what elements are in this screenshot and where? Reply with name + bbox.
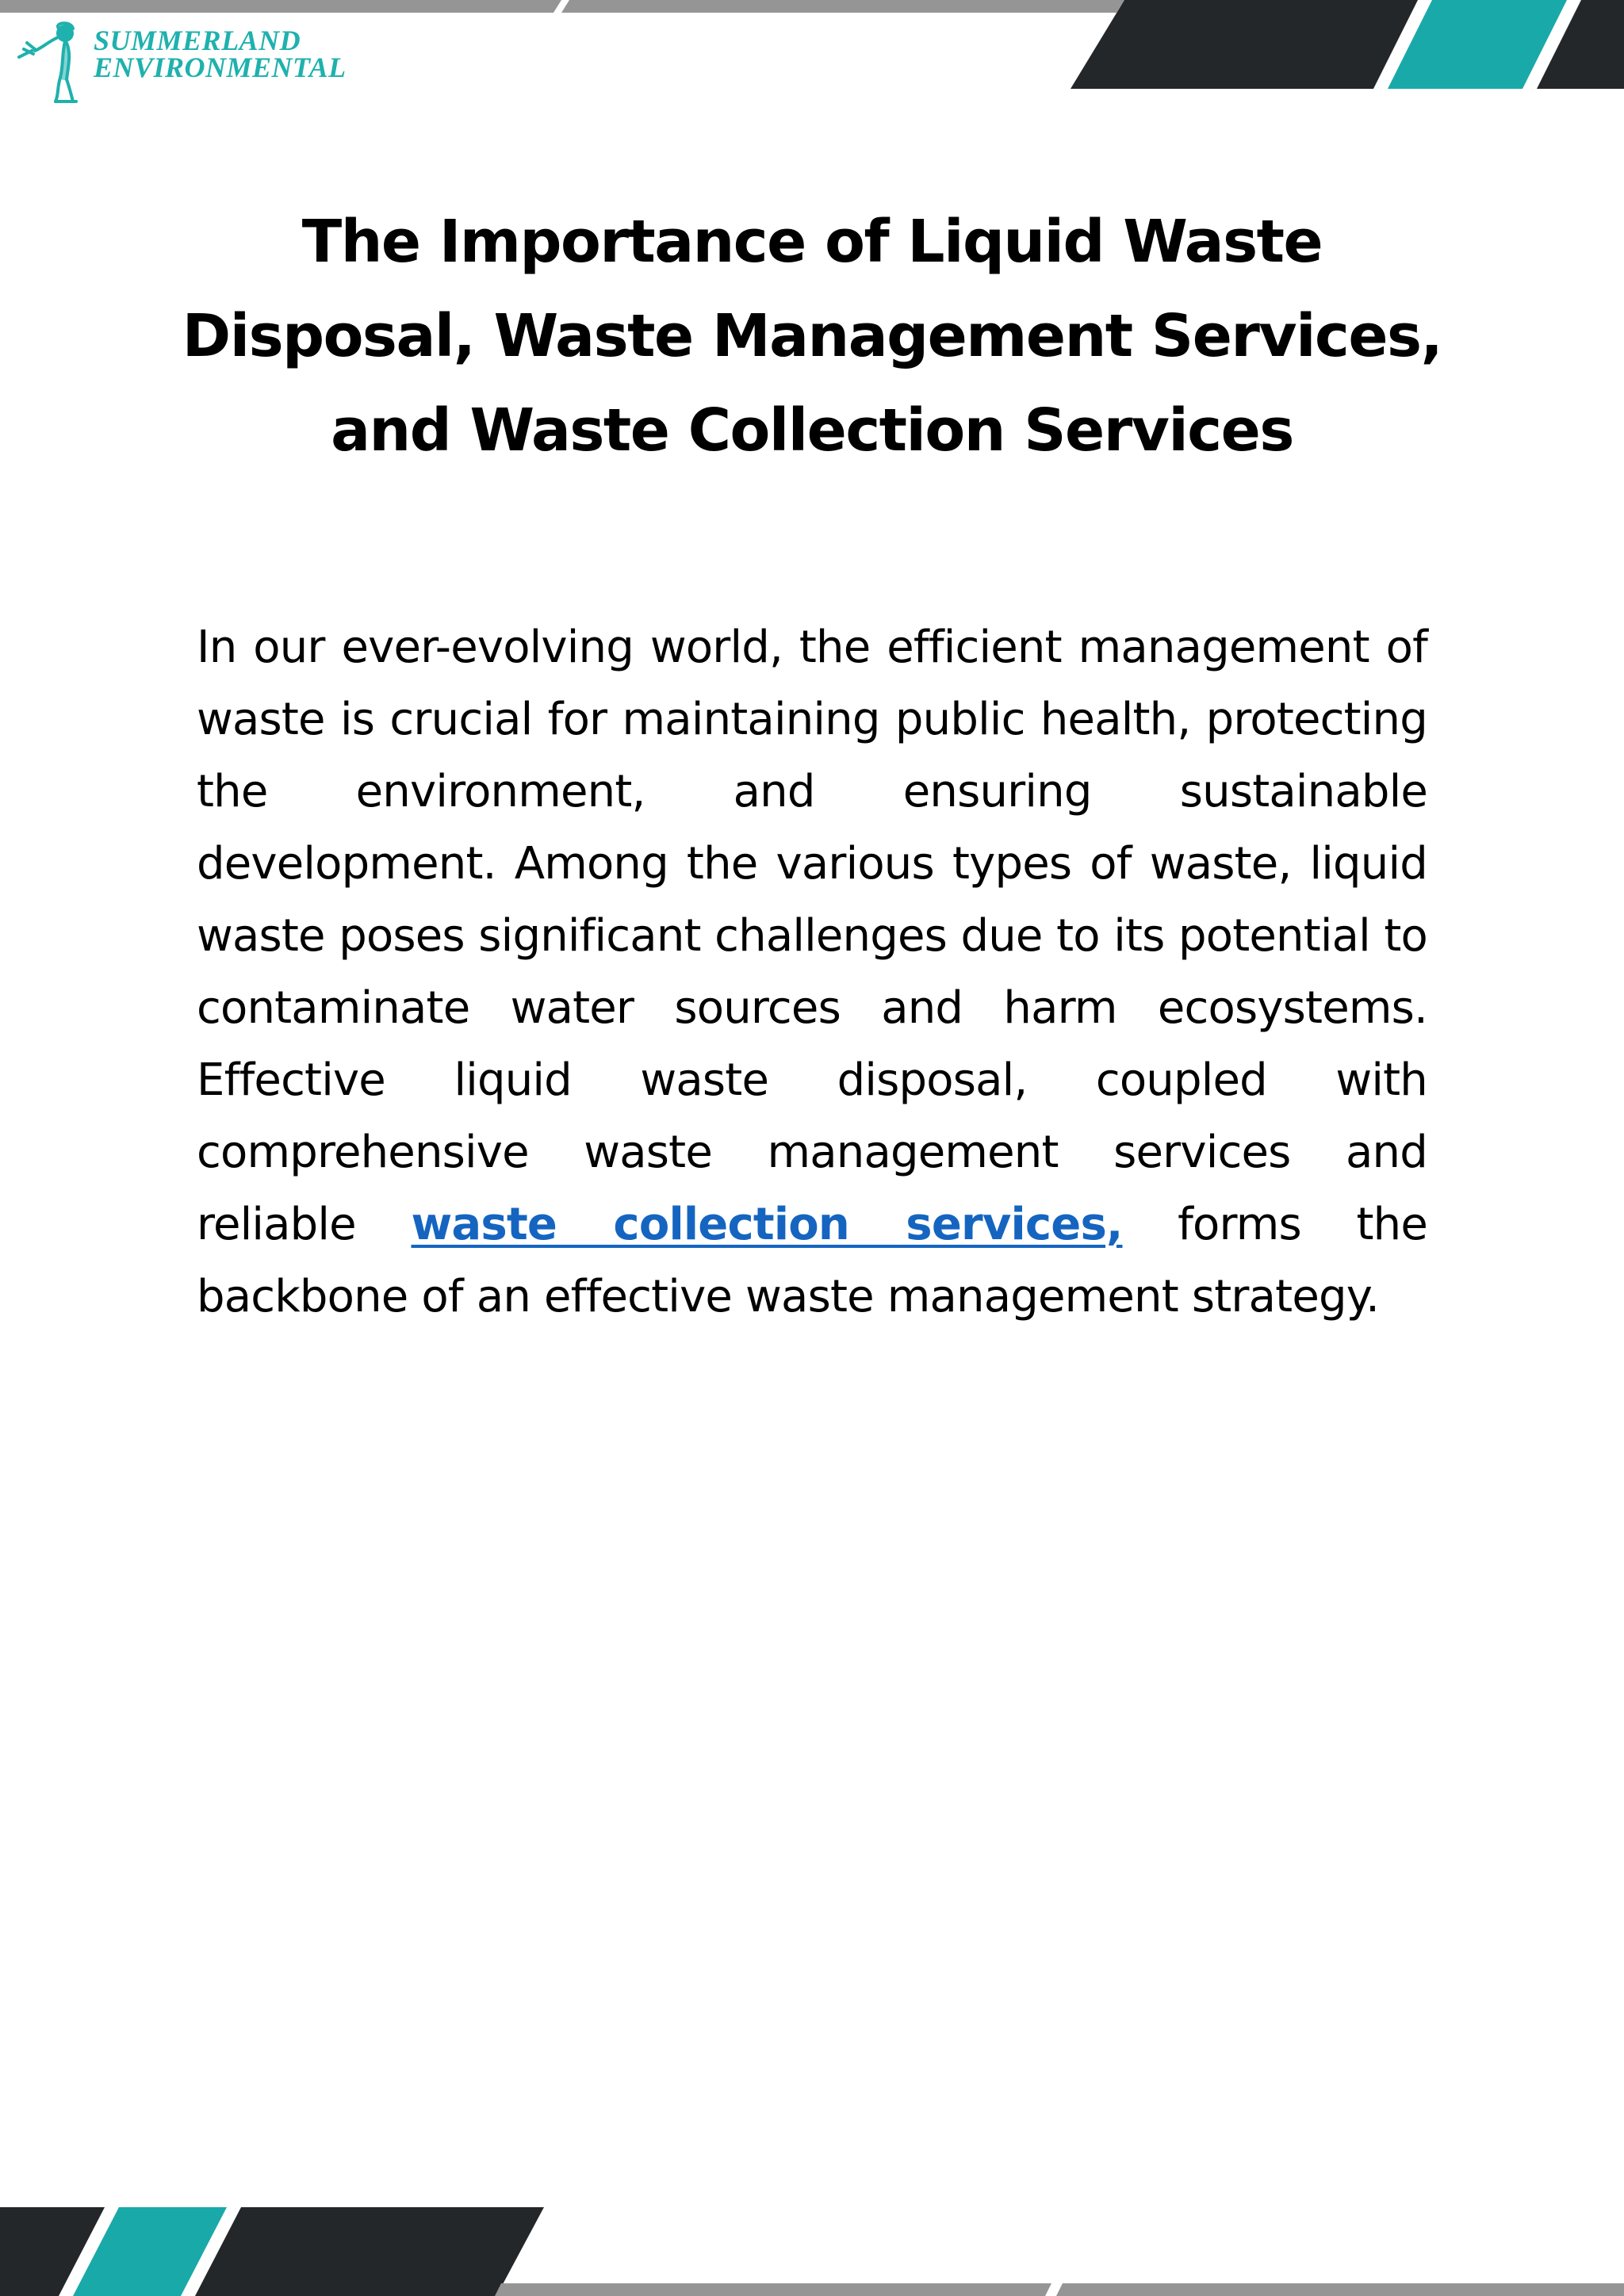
header-dark-corner	[1537, 0, 1624, 89]
paragraph-text-before-link: In our ever-evolving world, the efficient management of waste is crucial for maintaining public health, protecting the environment, and ensuring sustainable development. Among the various types of waste, liquid waste poses significant challenges due to its potential to contaminate water sources and harm ecosystems. Effective liquid waste disposal, coupled with comprehensive waste management services and reliable	[197, 622, 1427, 1250]
paragraph-text-after-link: forms the backbone of an effective waste management strategy.	[197, 1199, 1428, 1322]
page-title: The Importance of Liquid Waste Disposal, Waste Management Services, and Waste Collection Services	[182, 208, 1442, 465]
footer-dark-corner	[0, 2207, 105, 2296]
header-grey-band-left	[0, 0, 561, 13]
intro-paragraph	[197, 611, 1427, 1333]
footer-dark-band	[195, 2207, 544, 2296]
company-logo	[16, 19, 347, 106]
header-dark-band	[1071, 0, 1418, 89]
header-teal-stripe	[1388, 0, 1567, 89]
waste-collection-services-link[interactable]: waste collection services,	[411, 1199, 1123, 1250]
logo-line-2: ENVIRONMENTAL	[94, 52, 347, 83]
figure-logo-icon	[16, 19, 103, 106]
logo-line-1: SUMMERLAND	[94, 25, 301, 56]
logo-wordmark	[94, 27, 347, 81]
footer-grey-band-right	[1056, 2283, 1624, 2296]
header-grey-band-right	[561, 0, 1124, 13]
footer-teal-stripe	[73, 2207, 227, 2296]
footer-grey-band-left	[495, 2283, 1051, 2296]
